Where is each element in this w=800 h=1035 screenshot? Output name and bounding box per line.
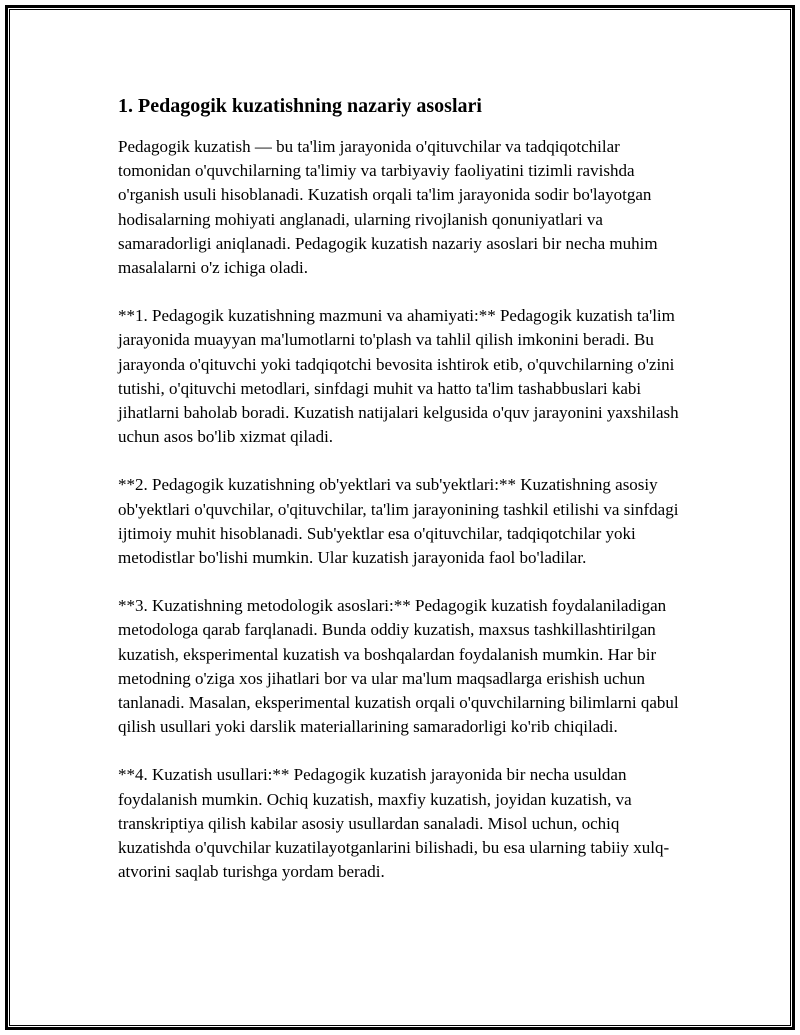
- document-heading: 1. Pedagogik kuzatishning nazariy asoslari: [118, 95, 482, 117]
- paragraph-objects-subjects: **2. Pedagogik kuzatishning ob'yektlari va sub'yektlari:** Kuzatishning asosiy ob'yektlari o'quvchilar, o'qituvchilar, ta'lim jarayonining tashkil etilishi va sinfdagi ijtimoiy muhit hisoblanadi. Sub'yektlar esa o'qituvchilar, tadqiqotchilar yoki metodistlar bo'lishi mumkin. Ular kuzatish jarayonida faol bo'ladilar.: [118, 475, 679, 568]
- paragraph-intro: Pedagogik kuzatish — bu ta'lim jarayonida o'qituvchilar va tadqiqotchilar tomonidan o'quvchilarning ta'limiy va tarbiyaviy faoliyatini tizimli ravishda o'rganish usuli hisoblanadi. Kuzatish orqali ta'lim jarayonida sodir bo'layotgan hodisalarning mohiyati anglanadi, ularning rivojlanish qonuniyatlari va samaradorligi aniqlanadi. Pedagogik kuzatish nazariy asoslari bir necha muhim masalalarni o'z ichiga oladi.: [118, 137, 658, 278]
- paragraph-methodology: **3. Kuzatishning metodologik asoslari:** Pedagogik kuzatish foydalaniladigan metodologa qarab farqlanadi. Bunda oddiy kuzatish, maxsus tashkillashtirilgan kuzatish, eksperimental kuzatish va boshqalardan foydalanish mumkin. Har bir metodning o'ziga xos jihatlari bor va ular ma'lum maqsadlarga erishish uchun tanlanadi. Masalan, eksperimental kuzatish orqali o'quvchilarning bilimlarni qabul qilish usullari yoki darslik materiallarining samaradorligi ko'rib chiqiladi.: [118, 596, 679, 737]
- document-body: [118, 93, 684, 908]
- paragraph-methods: **4. Kuzatish usullari:** Pedagogik kuzatish jarayonida bir necha usuldan foydalanish mumkin. Ochiq kuzatish, maxfiy kuzatish, joyidan kuzatish, va transkriptiya qilish kabilar asosiy usullardan sanaladi. Misol uchun, ochiq kuzatishda o'quvchilar kuzatilayotganlarini bilishadi, bu esa ularning tabiiy xulq-atvorini saqlab turishga yordam beradi.: [118, 765, 670, 882]
- paragraph-content-importance: **1. Pedagogik kuzatishning mazmuni va ahamiyati:** Pedagogik kuzatish ta'lim jarayonida muayyan ma'lumotlarni to'plash va tahlil qilish imkonini beradi. Bu jarayonda o'qituvchi yoki tadqiqotchi bevosita ishtirok etib, o'quvchilarning o'zini tutishi, o'qituvchi metodlari, sinfdagi muhit va hatto ta'lim tashabbuslari kabi jihatlarni baholab boradi. Kuzatish natijalari kelgusida o'quv jarayonini yaxshilash uchun asos bo'lib xizmat qiladi.: [118, 306, 679, 447]
